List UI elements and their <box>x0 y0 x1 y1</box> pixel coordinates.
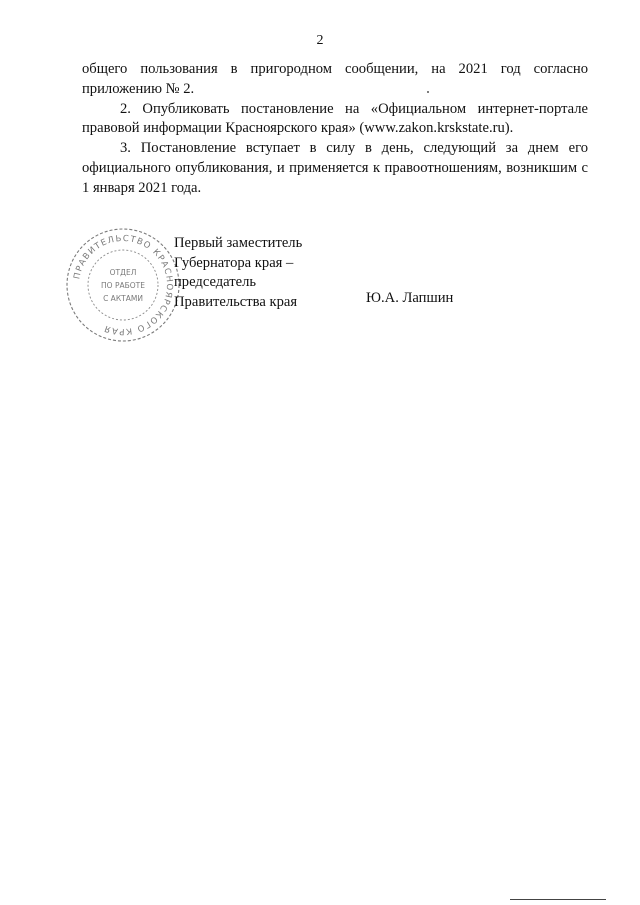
scan-speck <box>427 91 429 93</box>
paragraph-publication: 2. Опубликовать постановление на «Официальном интернет-портале правовой информации Красноярского края» (www.zakon.krskstate.ru). <box>82 100 588 137</box>
official-stamp <box>64 226 182 344</box>
svg-text:С АКТАМИ: С АКТАМИ <box>103 294 143 303</box>
signatory-position <box>174 234 302 312</box>
paragraph-continuation: общего пользования в пригородном сообщении, на 2021 год согласно приложению № 2. <box>82 61 588 97</box>
position-line: Правительства края <box>174 293 298 310</box>
page-number: 2 <box>316 33 324 48</box>
svg-text:ПО РАБОТЕ: ПО РАБОТЕ <box>101 281 145 290</box>
position-line: председатель <box>174 274 257 291</box>
scan-edge-line <box>510 899 606 900</box>
svg-text:ПРАВИТЕЛЬСТВО КРАСНОЯРСКОГО КР: ПРАВИТЕЛЬСТВО КРАСНОЯРСКОГО КРАЯ <box>72 233 175 337</box>
paragraph-effective-date: 3. Постановление вступает в силу в день, следующий за днем его официального опубликования, и применяется к правоотношениям, возникшим с 1 января 2021 года. <box>82 140 588 196</box>
signatory-name: Ю.А. Лапшин <box>366 290 454 306</box>
svg-text:ОТДЕЛ: ОТДЕЛ <box>109 268 137 277</box>
position-line: Губернатора края – <box>174 254 294 271</box>
stamp-seal-icon <box>64 226 182 344</box>
position-line: Первый заместитель <box>174 235 303 251</box>
document-body <box>82 60 588 199</box>
